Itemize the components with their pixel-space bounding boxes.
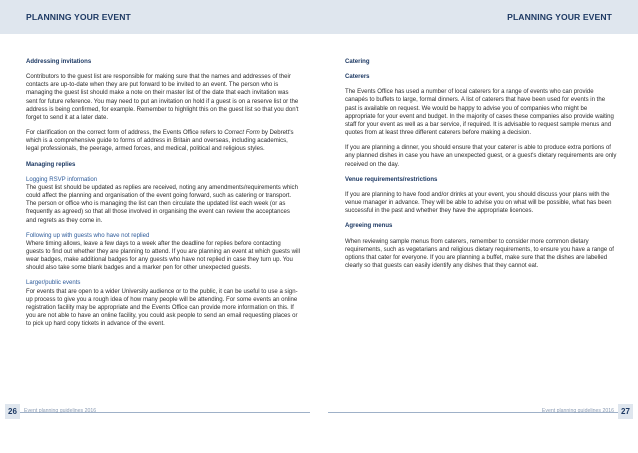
caterers-title: Caterers	[345, 74, 370, 81]
header-title-right: PLANNING YOUR EVENT	[507, 12, 612, 22]
managing-title: Managing replies	[26, 161, 76, 168]
caterers-paragraph-1: The Events Office has used a number of local caterers for a range of events who can provide canapés to buffets to large, formal dinners. A list of caterers that have been used for events in the past is available on request. We would be happy to advise you of companies who might be appropriate for your event and budget. In the majority of cases these companies also provide waiting staff for your event as well as a bar service, if required. It is advisable to request sample menus and quotes from at least three different caterers before making a decision.	[345, 89, 614, 137]
venue-title: Venue requirements/restrictions	[345, 176, 438, 183]
agreeing-title: Agreeing menus	[345, 223, 393, 230]
logging-block	[26, 176, 300, 225]
footer-text-left: Event planning guidelines 2016	[24, 408, 97, 414]
logging-title: Logging RSVP information	[26, 176, 98, 183]
following-title: Following up with guests who have not replied	[26, 232, 150, 239]
addressing-p2-end: by Debrett's which is a comprehensive guide to forms of address in Britain and overseas, including academics, legal professionals, the peerage, armed forces, and medical, political and religious styles.	[26, 130, 294, 153]
agreeing-paragraph: When reviewing sample menus from caterers, remember to consider more common dietary requirements, such as vegetarians and religious dietary requirements, to ensure you have a range of options that cater for everyone. If you are planning a buffet, make sure that the dishes are labelled clearly so that guests can easily identify any dishes that they cannot eat.	[345, 238, 614, 269]
larger-body: For events that are open to a wider University audience or to the public, it can be useful to use a sign-up process to give you a rough idea of how many people will be attending. For some events an online registration facility may be appropriate and the Events Office can provide more information on this. If you are not able to have an online facility, you could ask people to send an email requesting places or to pick up hard copy tickets in advance of the event.	[26, 288, 298, 328]
addressing-title: Addressing invitations	[26, 59, 92, 65]
correct-form-title: Correct Form	[224, 130, 260, 137]
following-body: Where timing allows, leave a few days to a week after the deadline for replies before contacting guests to find out whether they are planning to attend. If you are planning an event at which guests will wear badges, make additional badges for any guests who have not replied in case they turn up. You should also take some blank badges and a marker pen for other unexpected guests.	[26, 240, 300, 272]
addressing-paragraph-1: Contributors to the guest list are responsible for making sure that the names and addresses of their contacts are up-to-date when they are put forward to be invited to an event. The person who is managing the guest list should make a note on their master list of the date that each invitation was sent for future reference. You may need to put an invitation on hold if a guest is on a reserve list or the address is being confirmed, for example. Remember to highlight this on the guest list so that you don't forget to send it at a later date.	[26, 74, 299, 121]
footer-text-right: Event planning guidelines 2016	[541, 408, 614, 414]
venue-paragraph: If you are planning to have food and/or drinks at your event, you should discuss your plans with the venue manager in advance. They will be able to advise you on what will be possible, what has been successful in the past and whether they have the appropriate licences.	[345, 191, 612, 215]
logging-body: The guest list should be updated as replies are received, noting any amendments/requirements which could affect the planning and organisation of the event going forward, such as catering or transport. The person or office who is managing the list can then circulate the updated list each week (or as frequently as agreed) so that all those involved in organising the event can review the acceptances and regrets as they come in.	[26, 184, 298, 224]
addressing-paragraph-2	[26, 129, 300, 153]
larger-block	[26, 279, 300, 328]
caterers-paragraph-2: If you are planning a dinner, you should ensure that your caterer is able to produce extra portions of any planned dishes in case you have an unexpected guest, or a guest's dietary requirements are only received on the day.	[345, 145, 617, 168]
header-title-left: PLANNING YOUR EVENT	[26, 12, 131, 22]
page-number-left: 26	[5, 404, 20, 419]
catering-title: Catering	[345, 59, 370, 65]
page-number-right: 27	[618, 404, 633, 419]
following-block	[26, 232, 300, 273]
larger-title: Larger/public events	[26, 280, 81, 287]
left-column	[26, 58, 300, 335]
right-column	[345, 58, 617, 277]
addressing-p2-start: For clarification on the correct form of address, the Events Office refers to	[26, 130, 225, 137]
